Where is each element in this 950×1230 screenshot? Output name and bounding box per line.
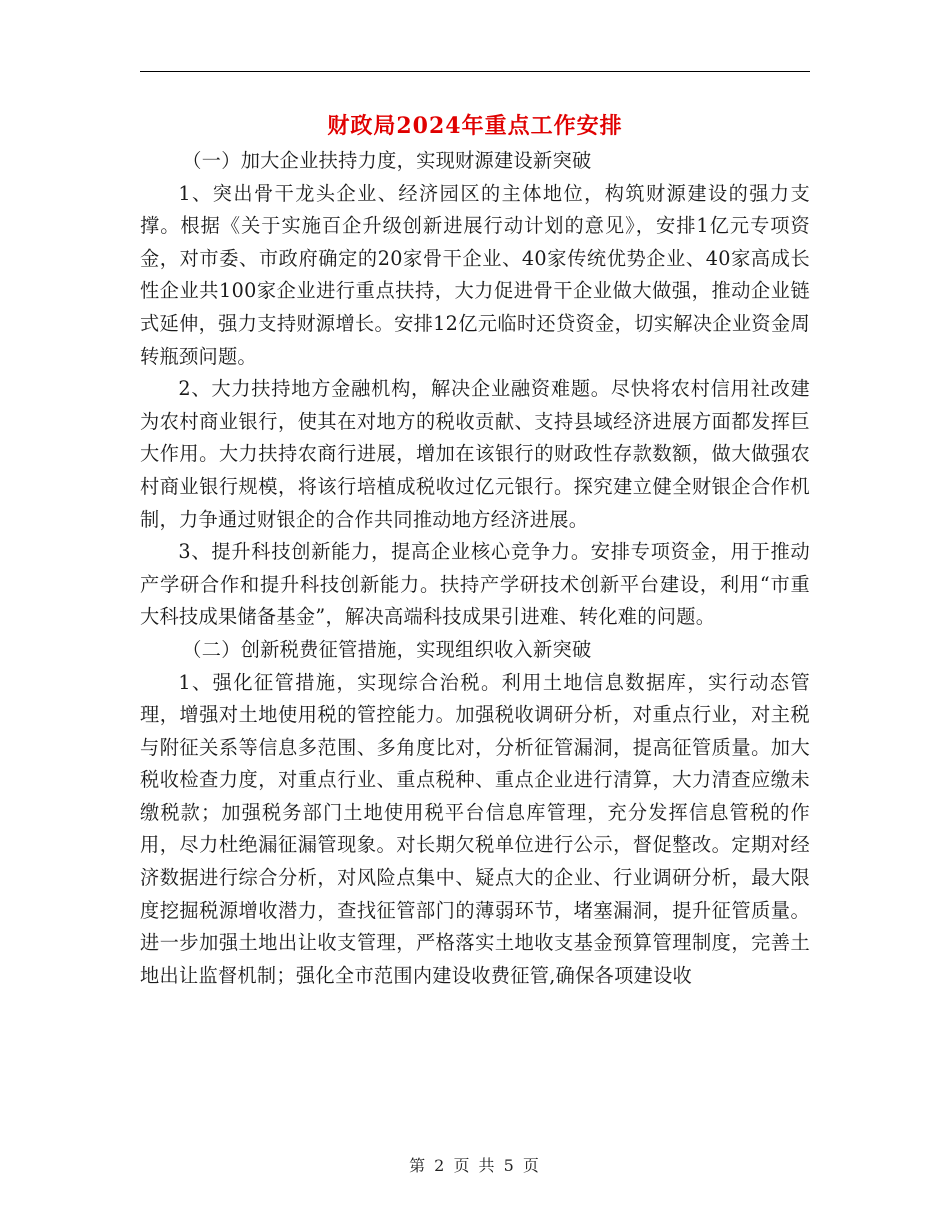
paragraph-1-2: 2、大力扶持地方金融机构，解决企业融资难题。尽快将农村信用社改建为农村商业银行，使其在对地方的税收贡献、支持县域经济进展方面都发挥巨大作用。大力扶持农商行进展，增加在该银行的财政性存款数额，做大做强农村商业银行规模，将该行培植成税收过亿元银行。探究建立健全财银企合作机制，力争通过财银企的合作共同推动地方经济进展。 bbox=[140, 377, 810, 531]
document-body bbox=[140, 145, 810, 992]
paragraph-1-3: 3、提升科技创新能力，提高企业核心竞争力。安排专项资金，用于推动产学研合作和提升科技创新能力。扶持产学研技术创新平台建设，利用“市重大科技成果储备基金”，解决高端科技成果引进难、转化难的问题。 bbox=[140, 540, 810, 629]
document-title: 财政局2024年重点工作安排 bbox=[327, 113, 623, 139]
paragraph-2-1: 1、强化征管措施，实现综合治税。利用土地信息数据库，实行动态管理，增强对土地使用税的管控能力。加强税收调研分析，对重点行业，对主税与附征关系等信息多范围、多角度比对，分析征管漏洞，提高征管质量。加大税收检查力度，对重点行业、重点税种、重点企业进行清算，大力清查应缴未缴税款；加强税务部门土地使用税平台信息库管理，充分发挥信息管税的作用，尽力杜绝漏征漏管现象。对长期欠税单位进行公示，督促整改。定期对经济数据进行综合分析，对风险点集中、疑点大的企业、行业调研分析，最大限度挖掘税源增收潜力，查找征管部门的薄弱环节，堵塞漏洞，提升征管质量。进一步加强土地出让收支管理，严格落实土地收支基金预算管理制度，完善土地出让监督机制；强化全市范围内建设收费征管,确保各项建设收 bbox=[140, 670, 810, 987]
section-heading-1: （一）加大企业扶持力度，实现财源建设新突破 bbox=[182, 149, 592, 172]
header-rule bbox=[140, 71, 810, 72]
section-heading-2: （二）创新税费征管措施，实现组织收入新突破 bbox=[182, 637, 592, 661]
page-number: 第 2 页 共 5 页 bbox=[409, 1156, 541, 1175]
paragraph-1-1: 1、突出骨干龙头企业、经济园区的主体地位，构筑财源建设的强力支撑。根据《关于实施百企升级创新进展行动计划的意见》，安排1亿元专项资金，对市委、市政府确定的20家骨干企业、40家传统优势企业、40家高成长性企业共100家企业进行重点扶持，大力促进骨干企业做大做强，推动企业链式延伸，强力支持财源增长。安排12亿元临时还贷资金，切实解决企业资金周转瓶颈问题。 bbox=[140, 181, 810, 368]
